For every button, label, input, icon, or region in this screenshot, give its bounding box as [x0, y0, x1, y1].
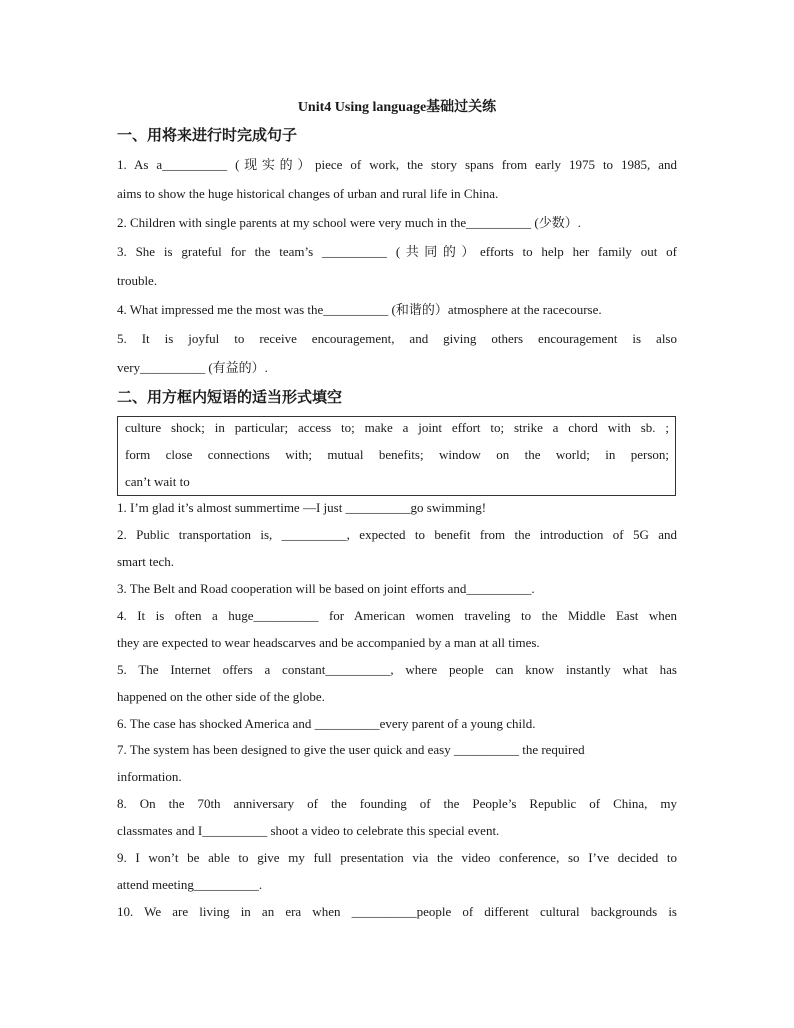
s2-line-16: 10. We are living in an era when __________people of different cultural backgrounds is	[117, 904, 677, 919]
page-title: Unit4 Using language基础过关练	[297, 100, 497, 115]
s2-line-11: information.	[117, 769, 182, 784]
s1-line-6: 4. What impressed me the most was the__________ (和谐的）atmosphere at the racecourse.	[117, 302, 602, 317]
s1-line-4: 3. She is grateful for the team’s __________ (共同的）efforts to help her family out of	[117, 244, 677, 259]
s2-line-3: smart tech.	[117, 554, 175, 569]
s2-line-14: 9. I won’t be able to give my full presentation via the video conference, so I’ve decided to	[117, 850, 677, 865]
s1-line-1: 1. As a__________ (现实的）piece of work, the story spans from early 1975 to 1985, and	[117, 157, 677, 172]
s2-line-7: 5. The Internet offers a constant__________, where people can know instantly what has	[117, 662, 677, 677]
phrase-box	[117, 416, 676, 496]
s1-line-7: 5. It is joyful to receive encouragement, and giving others encouragement is also	[117, 331, 677, 346]
s2-line-10: 7. The system has been designed to give the user quick and easy __________ the required	[117, 742, 585, 757]
s2-line-4: 3. The Belt and Road cooperation will be based on joint efforts and__________.	[117, 581, 535, 596]
s2-line-12: 8. On the 70th anniversary of the founding of the People’s Republic of China, my	[117, 796, 677, 811]
s2-line-6: they are expected to wear headscarves and be accompanied by a man at all times.	[117, 635, 540, 650]
s2-line-2: 2. Public transportation is, __________, expected to benefit from the introduction of 5G and	[117, 527, 677, 542]
phrase-box-line-2: form close connections with; mutual benefits; window on the world; in person;	[125, 447, 669, 462]
s1-line-3: 2. Children with single parents at my school were very much in the__________ (少数）.	[117, 215, 581, 230]
s2-line-13: classmates and I__________ shoot a video to celebrate this special event.	[117, 823, 500, 838]
s2-line-9: 6. The case has shocked America and __________every parent of a young child.	[117, 716, 536, 731]
phrase-box-line-3: can’t wait to	[125, 474, 190, 489]
section-1-heading: 一、用将来进行时完成句子	[117, 126, 298, 144]
s2-line-15: attend meeting__________.	[117, 877, 263, 892]
s1-line-5: trouble.	[117, 273, 158, 288]
s2-line-1: 1. I’m glad it’s almost summertime —I just __________go swimming!	[117, 500, 487, 515]
s1-line-2: aims to show the huge historical changes of urban and rural life in China.	[117, 186, 499, 201]
phrase-box-line-1: culture shock; in particular; access to; make a joint effort to; strike a chord with sb. ;	[125, 420, 669, 435]
s2-line-5: 4. It is often a huge__________ for American women traveling to the Middle East when	[117, 608, 677, 623]
section-2-heading: 二、用方框内短语的适当形式填空	[117, 388, 343, 406]
s2-line-8: happened on the other side of the globe.	[117, 689, 325, 704]
s1-line-8: very__________ (有益的）.	[117, 360, 268, 375]
